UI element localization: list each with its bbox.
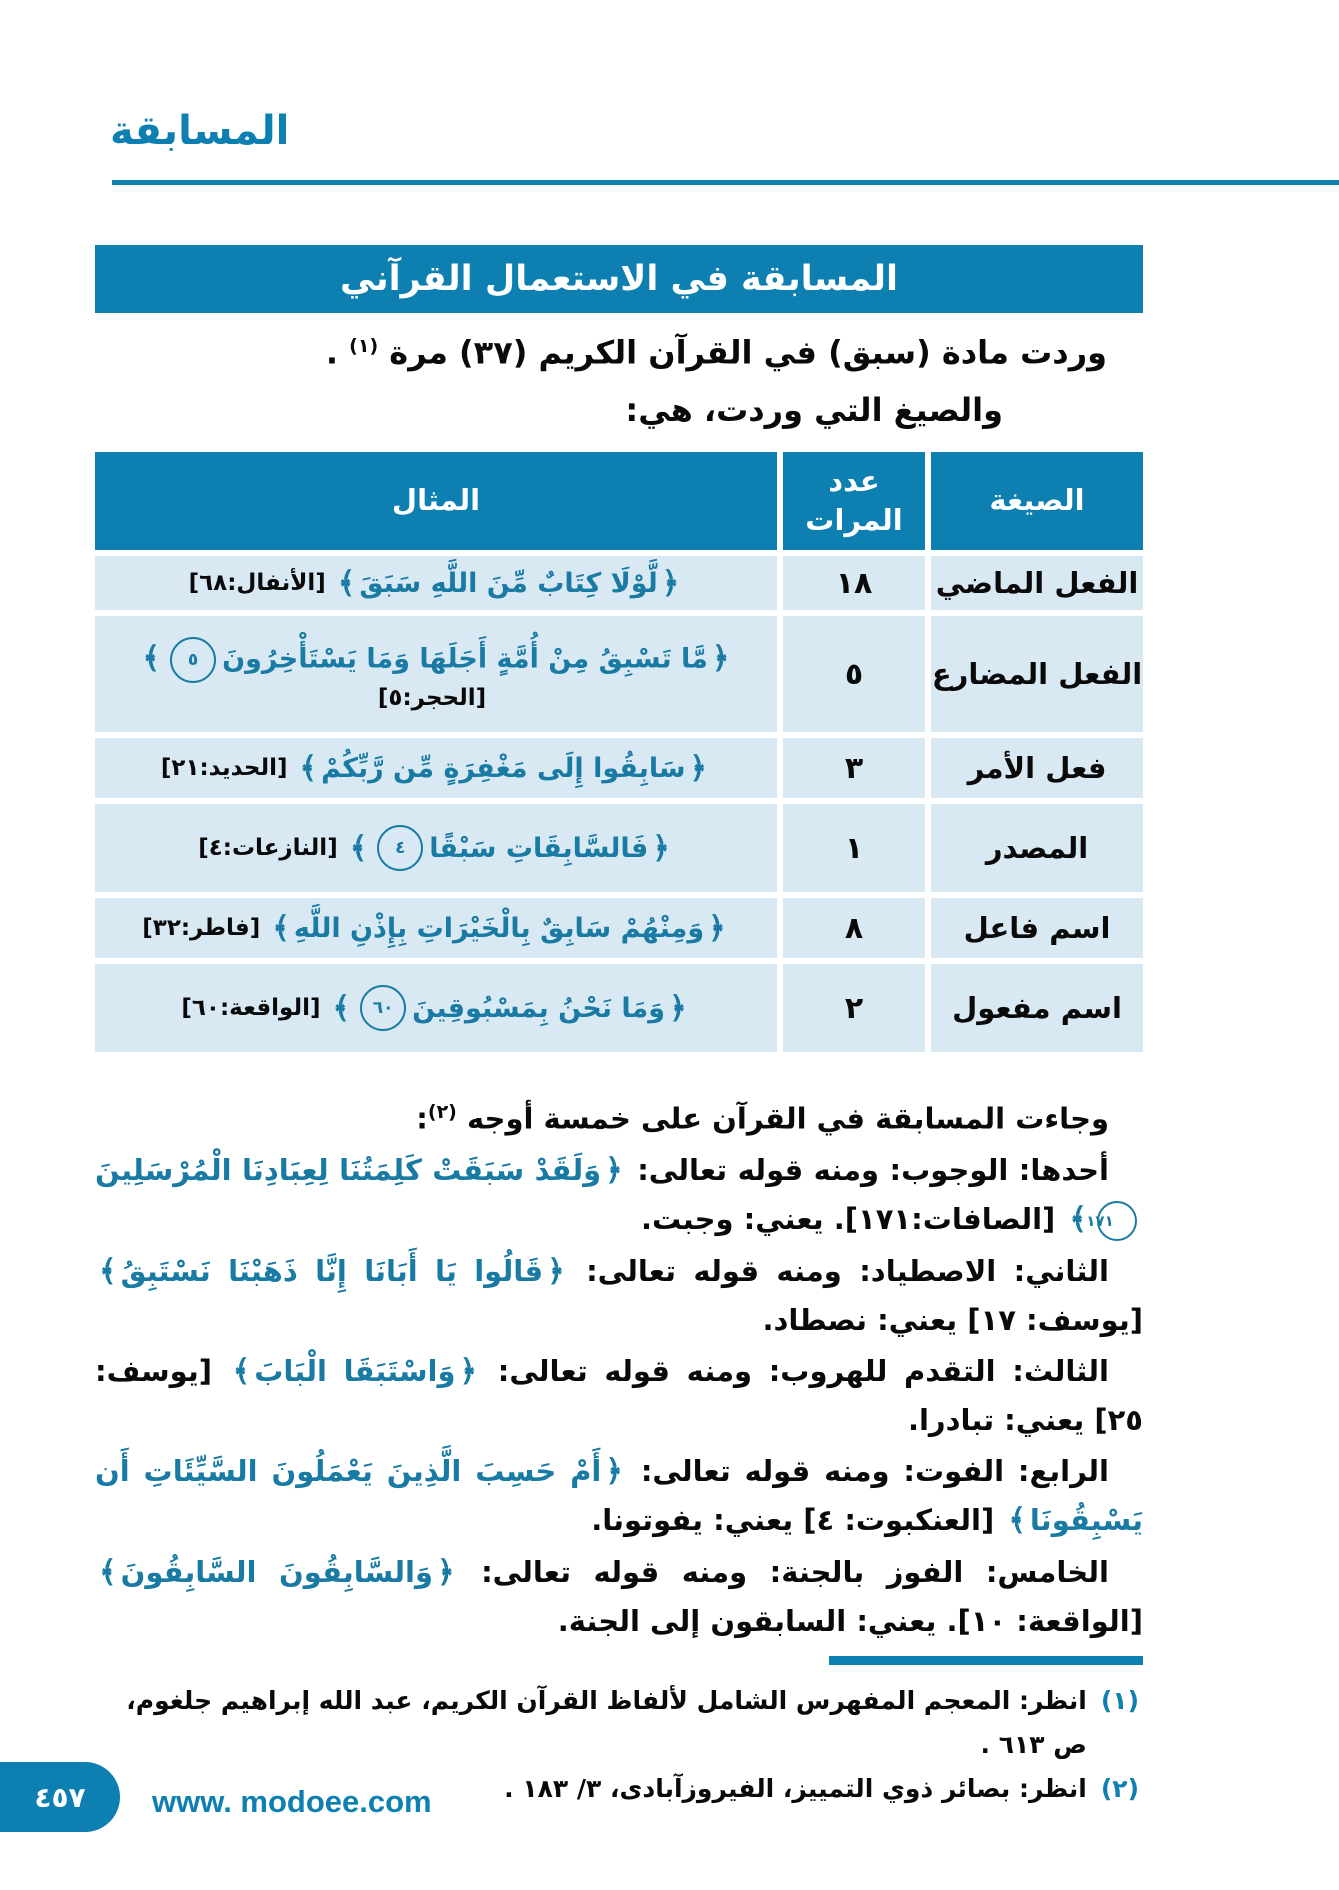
verse-text xyxy=(229,1354,481,1388)
intro-line-1-text: وردت مادة (سبق) في القرآن الكريم (٣٧) مرة xyxy=(389,333,1107,372)
verse-reference: [يوسف: ٢٥] xyxy=(95,1353,1143,1437)
aspect-lead: الخامس: الفوز بالجنة: ومنه قوله تعالى: xyxy=(481,1554,1109,1589)
verse-text xyxy=(95,1254,569,1288)
footnote-separator-rule xyxy=(829,1656,1143,1665)
aspect-lead: أحدها: الوجوب: ومنه قوله تعالى: xyxy=(637,1152,1109,1187)
footnote-text: انظر: بصائر ذوي التمييز، الفيروزآبادى، ٣/ ١٨٣ . xyxy=(504,1774,1087,1803)
aspect-lead: الثاني: الاصطياد: ومنه قوله تعالى: xyxy=(586,1253,1109,1288)
aspect-meaning: . يعني: السابقون إلى الجنة. xyxy=(557,1603,958,1638)
verse-open-bracket-icon: ﴿ xyxy=(459,1353,478,1389)
verse-close-bracket-icon: ﴾ xyxy=(337,565,356,601)
intro-line-1 xyxy=(95,318,1143,382)
aspect-meaning: يعني: يفوتونا. xyxy=(591,1502,804,1537)
table-row-form: المصدر xyxy=(931,804,1143,892)
paragraph-text: وجاءت المسابقة في القرآن على خمسة أوجه xyxy=(466,1101,1109,1136)
table-row-example xyxy=(95,964,777,1052)
verse-end-ornament-icon: ١٧١ xyxy=(1097,1201,1137,1241)
table-row-count: ٥ xyxy=(783,616,925,732)
verse-words: وَلَقَدْ سَبَقَتْ كَلِمَتُنَا لِعِبَادِنَا الْمُرْسَلِينَ xyxy=(95,1152,602,1187)
verse-open-bracket-icon: ﴿ xyxy=(436,1554,455,1590)
footnote-marker: (٢) xyxy=(1100,1774,1139,1803)
paragraph-aspect-5 xyxy=(95,1548,1143,1645)
verse-close-bracket-icon: ﴾ xyxy=(1008,1502,1026,1538)
table-row-example xyxy=(95,898,777,958)
verse-open-bracket-icon: ﴿ xyxy=(652,830,670,866)
verse-reference: [الحديد:٢١] xyxy=(160,755,288,781)
verse-words: وَالسَّابِقُونَ السَّابِقُونَ xyxy=(120,1554,433,1589)
verse-end-ornament-icon: ٥ xyxy=(170,637,216,683)
header-rule xyxy=(112,180,1339,185)
intro-line-2: والصيغ التي وردت، هي: xyxy=(625,390,1003,429)
verse-open-bracket-icon: ﴿ xyxy=(547,1253,565,1289)
table-row-form: فعل الأمر xyxy=(931,738,1143,798)
section-title: المسابقة في الاستعمال القرآني xyxy=(340,259,898,299)
section-title-bar xyxy=(95,245,1143,313)
verse-text: مَّا تَسْبِقُ مِنْ أُمَّةٍ أَجَلَهَا وَمَا يَسْتَأْخِرُونَ xyxy=(222,643,708,675)
column-header-example: المثال xyxy=(95,452,777,550)
verse-reference: [الأنفال:٦٨] xyxy=(188,570,326,596)
body-paragraphs xyxy=(95,1088,1143,1648)
forms-table xyxy=(95,452,1143,1052)
table-row-example xyxy=(95,738,777,798)
footnote-ref-1: (١) xyxy=(349,335,379,357)
table-row-example xyxy=(95,804,777,892)
table-row-form: اسم مفعول xyxy=(931,964,1143,1052)
table-row-form: الفعل الماضي xyxy=(931,556,1143,610)
verse-words: أَمْ حَسِبَ الَّذِينَ يَعْمَلُونَ السَّيِّئَاتِ أَن يَسْبِقُونَا xyxy=(95,1453,1143,1537)
footnote-ref-2: (٢) xyxy=(427,1101,457,1123)
table-row-example xyxy=(95,556,777,610)
verse-open-bracket-icon: ﴿ xyxy=(669,990,687,1026)
intro-paragraphs xyxy=(95,318,1143,439)
verse-close-bracket-icon: ﴾ xyxy=(99,1253,117,1289)
paragraph-aspect-2 xyxy=(95,1247,1143,1344)
footnote-marker: (١) xyxy=(1100,1686,1139,1715)
verse-end-ornament-icon: ٤ xyxy=(377,825,423,871)
verse-open-bracket-icon: ﴿ xyxy=(605,1152,623,1188)
column-header-count: عدد المرات xyxy=(783,452,925,550)
paragraph-tail: : xyxy=(416,1101,428,1136)
verse-close-bracket-icon: ﴾ xyxy=(232,1353,251,1389)
aspect-meaning: . يعني: وجبت. xyxy=(641,1201,845,1236)
paragraph-intro-five-aspects xyxy=(95,1088,1143,1143)
column-header-form: الصيغة xyxy=(931,452,1143,550)
verse-close-bracket-icon: ﴾ xyxy=(299,750,318,786)
verse-close-bracket-icon: ﴾ xyxy=(142,640,161,676)
table-row-example xyxy=(95,616,777,732)
table-row-count: ٨ xyxy=(783,898,925,958)
intro-line-1-end: . xyxy=(325,333,350,372)
verse-open-bracket-icon: ﴿ xyxy=(605,1453,623,1489)
website-url: www. modoee.com xyxy=(152,1784,432,1819)
aspect-meaning: يعني: نصطاد. xyxy=(762,1302,968,1337)
verse-reference: [العنكبوت: ٤] xyxy=(803,1502,995,1537)
aspect-lead: الثالث: التقدم للهروب: ومنه قوله تعالى: xyxy=(497,1353,1109,1388)
verse-close-bracket-icon: ﴾ xyxy=(332,990,351,1026)
table-row-count: ٣ xyxy=(783,738,925,798)
verse-open-bracket-icon: ﴿ xyxy=(661,565,680,601)
verse-open-bracket-icon: ﴿ xyxy=(708,910,726,946)
verse-reference: [يوسف: ١٧] xyxy=(967,1302,1143,1337)
table-row-count: ٢ xyxy=(783,964,925,1052)
table-row-form: اسم فاعل xyxy=(931,898,1143,958)
footnote-text: انظر: المعجم المفهرس الشامل لألفاظ القرآن الكريم، عبد الله إبراهيم جلغوم، ص ٦١٣ . xyxy=(126,1686,1087,1759)
table-row-count: ١ xyxy=(783,804,925,892)
verse-reference: [الحجر:٥] xyxy=(377,685,487,711)
verse-end-ornament-icon: ٦٠ xyxy=(360,985,406,1031)
paragraph-aspect-1 xyxy=(95,1146,1143,1244)
verse-reference: [الصافات:١٧١] xyxy=(844,1201,1056,1236)
verse-text: وَمِنْهُمْ سَابِقٌ بِالْخَيْرَاتِ بِإِذْنِ اللَّهِ xyxy=(293,912,705,944)
paragraph-aspect-4 xyxy=(95,1447,1143,1545)
verse-open-bracket-icon: ﴿ xyxy=(689,750,708,786)
verse-reference: [الواقعة:٦٠] xyxy=(181,995,321,1021)
table-row-count: ١٨ xyxy=(783,556,925,610)
verse-reference: [الواقعة: ١٠] xyxy=(957,1603,1143,1638)
verse-close-bracket-icon: ﴾ xyxy=(99,1554,117,1590)
running-head: المسابقة xyxy=(110,108,290,154)
verse-open-bracket-icon: ﴿ xyxy=(711,640,730,676)
verse-reference: [فاطر:٣٢] xyxy=(142,915,261,941)
paragraph-aspect-3 xyxy=(95,1347,1143,1444)
verse-text: سَابِقُوا إِلَى مَغْفِرَةٍ مِّن رَّبِّكُمْ xyxy=(321,752,686,784)
verse-reference: [النازعات:٤] xyxy=(198,835,338,861)
verse-text: وَمَا نَحْنُ بِمَسْبُوقِينَ xyxy=(412,992,666,1024)
page-number-tab xyxy=(0,1762,120,1832)
verse-text: لَّوْلَا كِتَابٌ مِّنَ اللَّهِ سَبَقَ xyxy=(359,567,658,599)
verse-text: فَالسَّابِقَاتِ سَبْقًا xyxy=(429,832,649,864)
aspect-lead: الرابع: الفوت: ومنه قوله تعالى: xyxy=(640,1453,1109,1488)
verse-close-bracket-icon: ﴾ xyxy=(272,910,290,946)
table-row-form: الفعل المضارع xyxy=(931,616,1143,732)
footnote-1 xyxy=(95,1679,1143,1767)
verse-close-bracket-icon: ﴾ xyxy=(349,830,368,866)
verse-close-bracket-icon: ﴾ xyxy=(1069,1201,1087,1237)
verse-text xyxy=(95,1555,459,1589)
page-number: ٤٥٧ xyxy=(34,1780,86,1814)
verse-words: وَاسْتَبَقَا الْبَابَ xyxy=(254,1353,456,1388)
aspect-meaning: يعني: تبادرا. xyxy=(907,1402,1095,1437)
verse-line xyxy=(139,637,734,683)
verse-words: قَالُوا يَا أَبَانَا إِنَّا ذَهَبْنَا نَسْتَبِقُ xyxy=(120,1253,544,1288)
